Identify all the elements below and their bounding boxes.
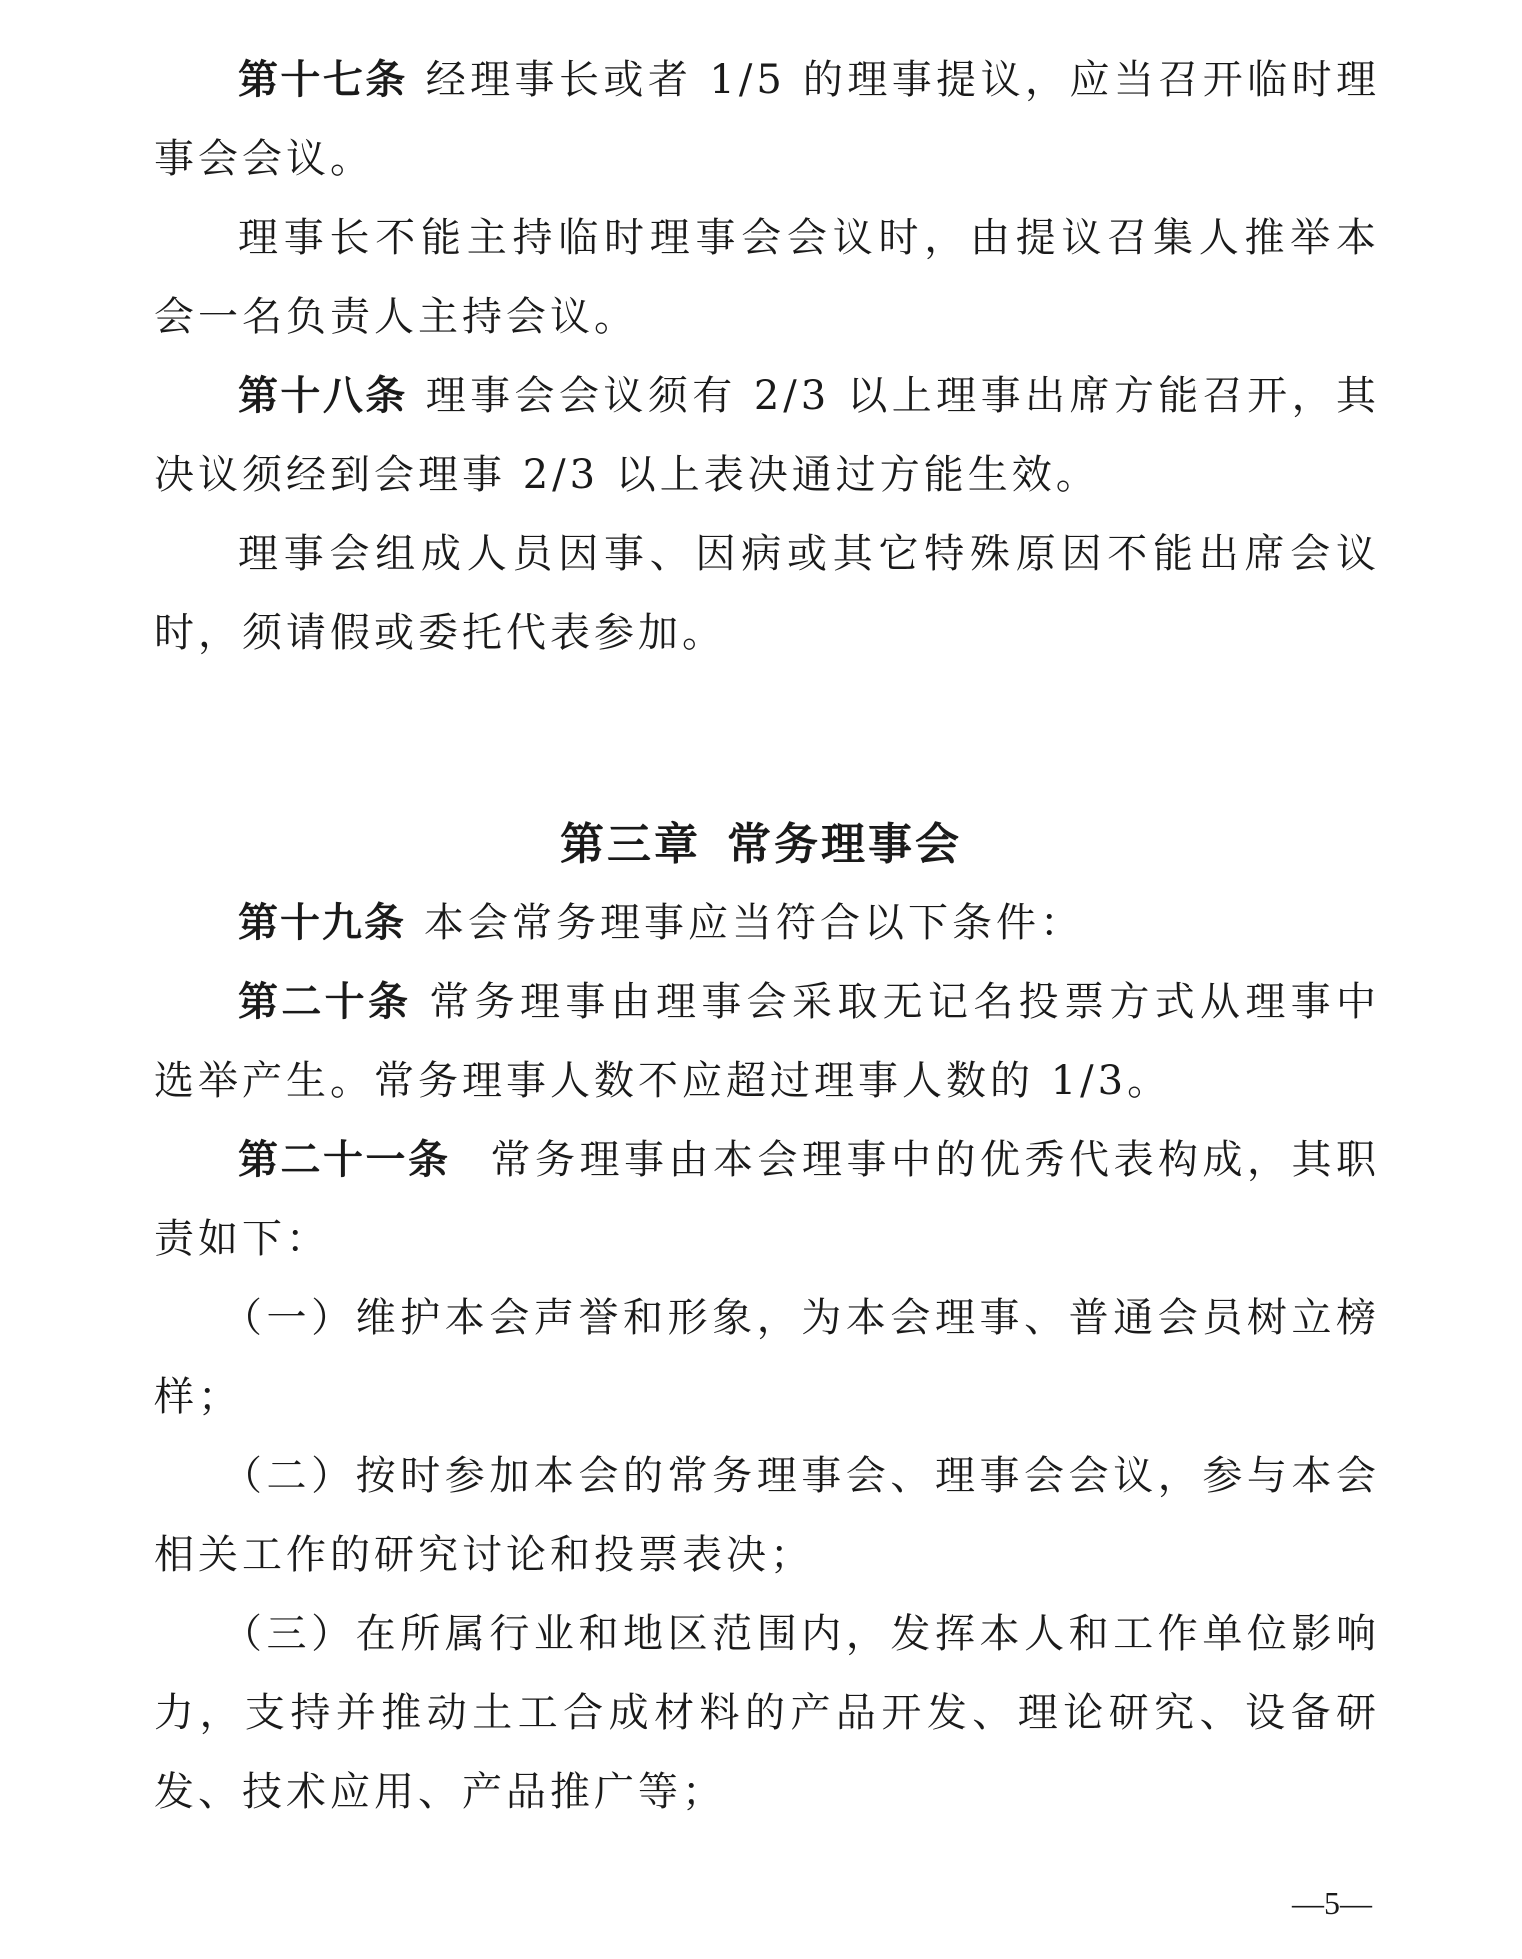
paragraph-text: 理事会组成人员因事、因病或其它特殊原因不能出席会议时，须请假或委托代表参加。 bbox=[154, 531, 1380, 656]
article-heading: 第十七条 bbox=[238, 57, 408, 103]
article-heading: 第十八条 bbox=[238, 373, 408, 419]
page-number: —5— bbox=[1292, 1885, 1372, 1921]
article-text: 常务理事由理事会采取无记名投票方式从理事中选举产生。常务理事人数不应超过理事人数的 1/3。 bbox=[154, 979, 1381, 1104]
article-17-paragraph-2 bbox=[154, 199, 1380, 357]
article-17 bbox=[154, 41, 1380, 199]
paragraph-text: 理事长不能主持临时理事会会议时，由提议召集人推举本会一名负责人主持会议。 bbox=[154, 215, 1380, 340]
article-21 bbox=[154, 1121, 1380, 1279]
chapter-number: 第三章 bbox=[560, 819, 701, 870]
article-heading: 第二十一条 bbox=[238, 1137, 451, 1183]
article-18 bbox=[154, 357, 1380, 515]
article-20 bbox=[154, 963, 1380, 1121]
article-19 bbox=[154, 884, 1380, 963]
duty-item-3 bbox=[154, 1595, 1380, 1832]
list-item-text: （一）维护本会声誉和形象，为本会理事、普通会员树立榜样； bbox=[154, 1295, 1380, 1420]
article-text: 理事会会议须有 2/3 以上理事出席方能召开，其决议须经到会理事 2/3 以上表决通过方能生效。 bbox=[154, 373, 1380, 498]
chapter-title: 常务理事会 bbox=[727, 819, 962, 870]
duty-item-2 bbox=[154, 1437, 1380, 1595]
chapter-heading bbox=[0, 808, 1522, 872]
list-item-text: （三）在所属行业和地区范围内，发挥本人和工作单位影响力，支持并推动土工合成材料的产品开发、理论研究、设备研发、技术应用、产品推广等； bbox=[154, 1611, 1380, 1815]
article-text: 经理事长或者 1/5 的理事提议，应当召开临时理事会会议。 bbox=[154, 57, 1380, 182]
list-item-text: （二）按时参加本会的常务理事会、理事会会议，参与本会相关工作的研究讨论和投票表决； bbox=[154, 1453, 1380, 1578]
duty-item-1 bbox=[154, 1279, 1380, 1437]
article-heading: 第十九条 bbox=[238, 900, 406, 946]
article-text: 常务理事由本会理事中的优秀代表构成，其职责如下： bbox=[154, 1137, 1380, 1262]
article-text: 本会常务理事应当符合以下条件： bbox=[424, 900, 1084, 946]
article-18-paragraph-2 bbox=[154, 515, 1380, 673]
article-heading: 第二十条 bbox=[238, 979, 412, 1025]
